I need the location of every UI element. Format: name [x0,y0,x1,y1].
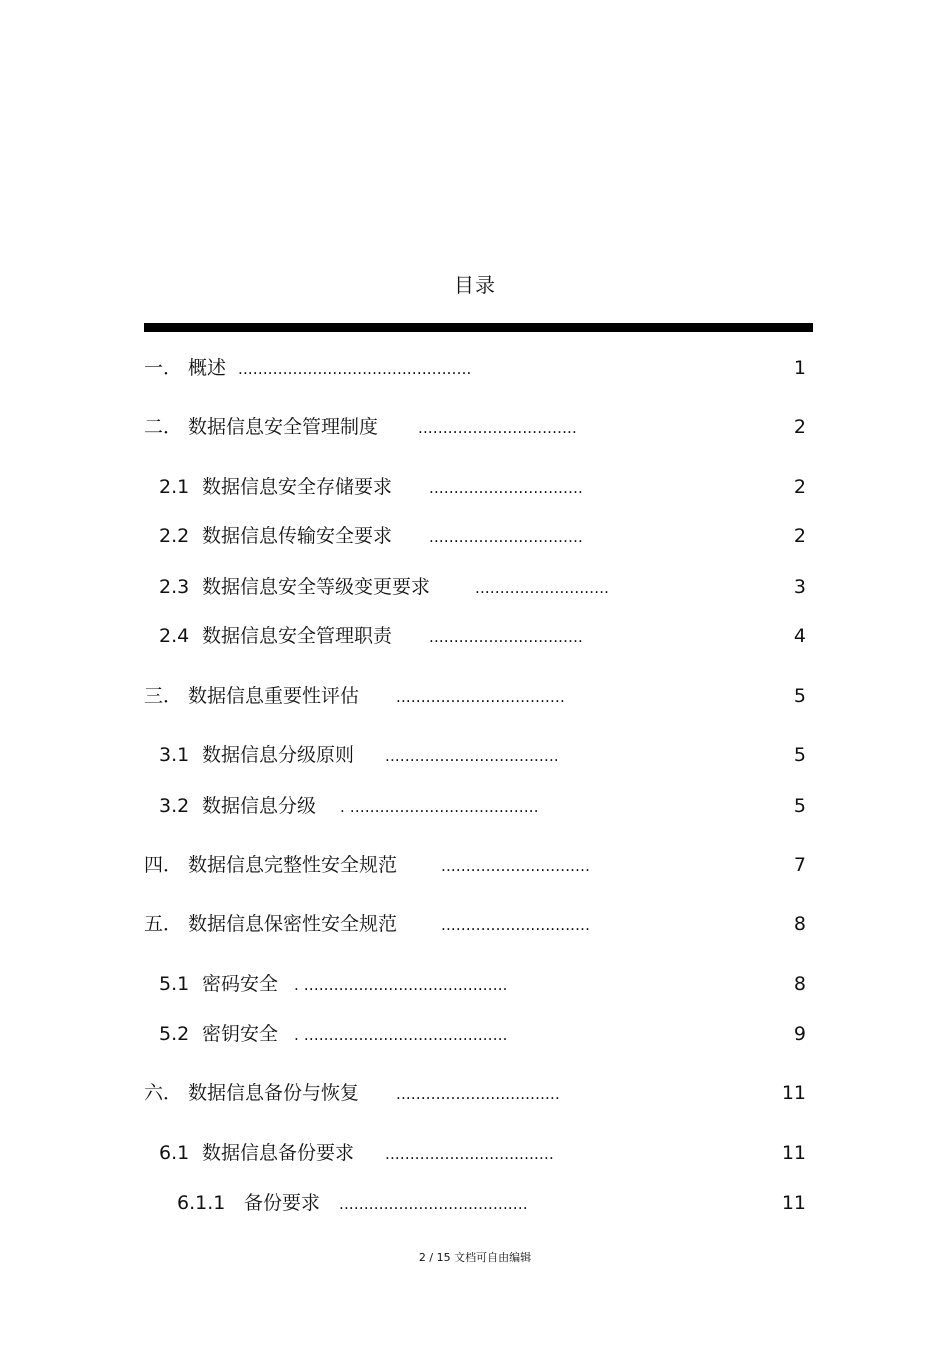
toc-page-number: 2 [793,525,806,547]
toc-entry-number: 六． [144,1082,183,1104]
toc-entry-number: 三． [144,685,183,707]
toc-entry-title: 数据信息安全存储要求 [202,476,393,498]
toc-entry-confidentiality-specification[interactable] [0,910,950,938]
toc-page-number: 11 [781,1082,806,1104]
toc-dot-leader: ............................... [429,479,584,497]
toc-dot-leader: ................................ [418,419,577,437]
toc-entry-number: 3.1 [159,744,190,766]
toc-entry-title: 数据信息分级原则 [202,744,355,766]
toc-title: 目录 [454,273,496,297]
toc-dot-leader: . ...................................... [340,798,539,816]
toc-entry-storage-requirements[interactable] [0,473,950,501]
toc-page-number: 2 [793,476,806,498]
toc-page-number: 7 [793,854,806,876]
toc-entry-number: 6.1.1 [177,1192,226,1214]
toc-page-number: 5 [793,744,806,766]
toc-entry-number: 一． [144,357,183,379]
toc-entry-classification-principles[interactable] [0,741,950,769]
title-divider [144,323,813,332]
toc-entry-title: 数据信息安全管理职责 [202,625,393,647]
toc-dot-leader: .............................. [441,916,591,934]
toc-page-number: 9 [793,1023,806,1045]
toc-page-number: 5 [793,795,806,817]
toc-dot-leader: ................................... [385,747,559,765]
toc-entry-classification[interactable] [0,792,950,820]
toc-dot-leader: ........................... [475,579,610,597]
toc-entry-backup-requirements[interactable] [0,1139,950,1167]
toc-dot-leader: ............................... [429,528,584,546]
toc-entry-integrity-specification[interactable] [0,851,950,879]
toc-dot-leader: ............................................... [238,360,472,378]
toc-entry-key-security[interactable] [0,1020,950,1048]
toc-entry-title: 密码安全 [202,973,279,995]
toc-page-number: 3 [793,576,806,598]
toc-entry-title: 概述 [188,357,227,379]
toc-entry-backup-recovery[interactable] [0,1079,950,1107]
toc-dot-leader: . ......................................... [294,1026,508,1044]
toc-entry-management-duties[interactable] [0,622,950,650]
toc-entry-number: 2.4 [159,625,190,647]
toc-entry-number: 3.2 [159,795,190,817]
toc-dot-leader: .................................. [385,1145,554,1163]
toc-entry-number: 5.1 [159,973,190,995]
toc-entry-title: 数据信息传输安全要求 [202,525,393,547]
toc-entry-number: 5.2 [159,1023,190,1045]
toc-entry-level-change-requirements[interactable] [0,573,950,601]
toc-entry-importance-assessment[interactable] [0,682,950,710]
toc-entry-title: 备份要求 [244,1192,321,1214]
toc-page-number: 8 [793,973,806,995]
toc-page-number: 2 [793,416,806,438]
toc-entry-number: 四． [144,854,183,876]
toc-dot-leader: ............................... [429,628,584,646]
toc-dot-leader: . ......................................... [294,976,508,994]
toc-entry-password-security[interactable] [0,970,950,998]
toc-page-number: 11 [781,1192,806,1214]
toc-dot-leader: ................................. [396,1085,560,1103]
toc-page-number: 5 [793,685,806,707]
toc-entry-transmission-requirements[interactable] [0,522,950,550]
toc-entry-title: 数据信息备份要求 [202,1142,355,1164]
toc-page-number: 1 [793,357,806,379]
toc-entry-number: 6.1 [159,1142,190,1164]
toc-entry-title: 数据信息安全管理制度 [188,416,379,438]
toc-entry-title: 密钥安全 [202,1023,279,1045]
toc-page-number: 8 [793,913,806,935]
toc-page-number: 4 [793,625,806,647]
toc-page-number: 11 [781,1142,806,1164]
toc-dot-leader: ...................................... [339,1195,528,1213]
toc-entry-number: 二． [144,416,183,438]
toc-entry-title: 数据信息分级 [202,795,317,817]
toc-dot-leader: .............................. [441,857,591,875]
toc-entry-title: 数据信息备份与恢复 [188,1082,360,1104]
toc-entry-number: 2.2 [159,525,190,547]
toc-entry-number: 2.1 [159,476,190,498]
toc-entry-title: 数据信息重要性评估 [188,685,360,707]
toc-entry-title: 数据信息完整性安全规范 [188,854,398,876]
toc-entry-security-management[interactable] [0,413,950,441]
toc-entry-title: 数据信息保密性安全规范 [188,913,398,935]
toc-dot-leader: .................................. [396,688,565,706]
toc-entry-number: 五． [144,913,183,935]
toc-entry-title: 数据信息安全等级变更要求 [202,576,431,598]
toc-entry-overview[interactable] [0,354,950,382]
toc-entry-number: 2.3 [159,576,190,598]
toc-entry-backup-requirement-detail[interactable] [0,1189,950,1217]
page-footer: 2 / 15 文档可自由编辑 [418,1251,532,1264]
